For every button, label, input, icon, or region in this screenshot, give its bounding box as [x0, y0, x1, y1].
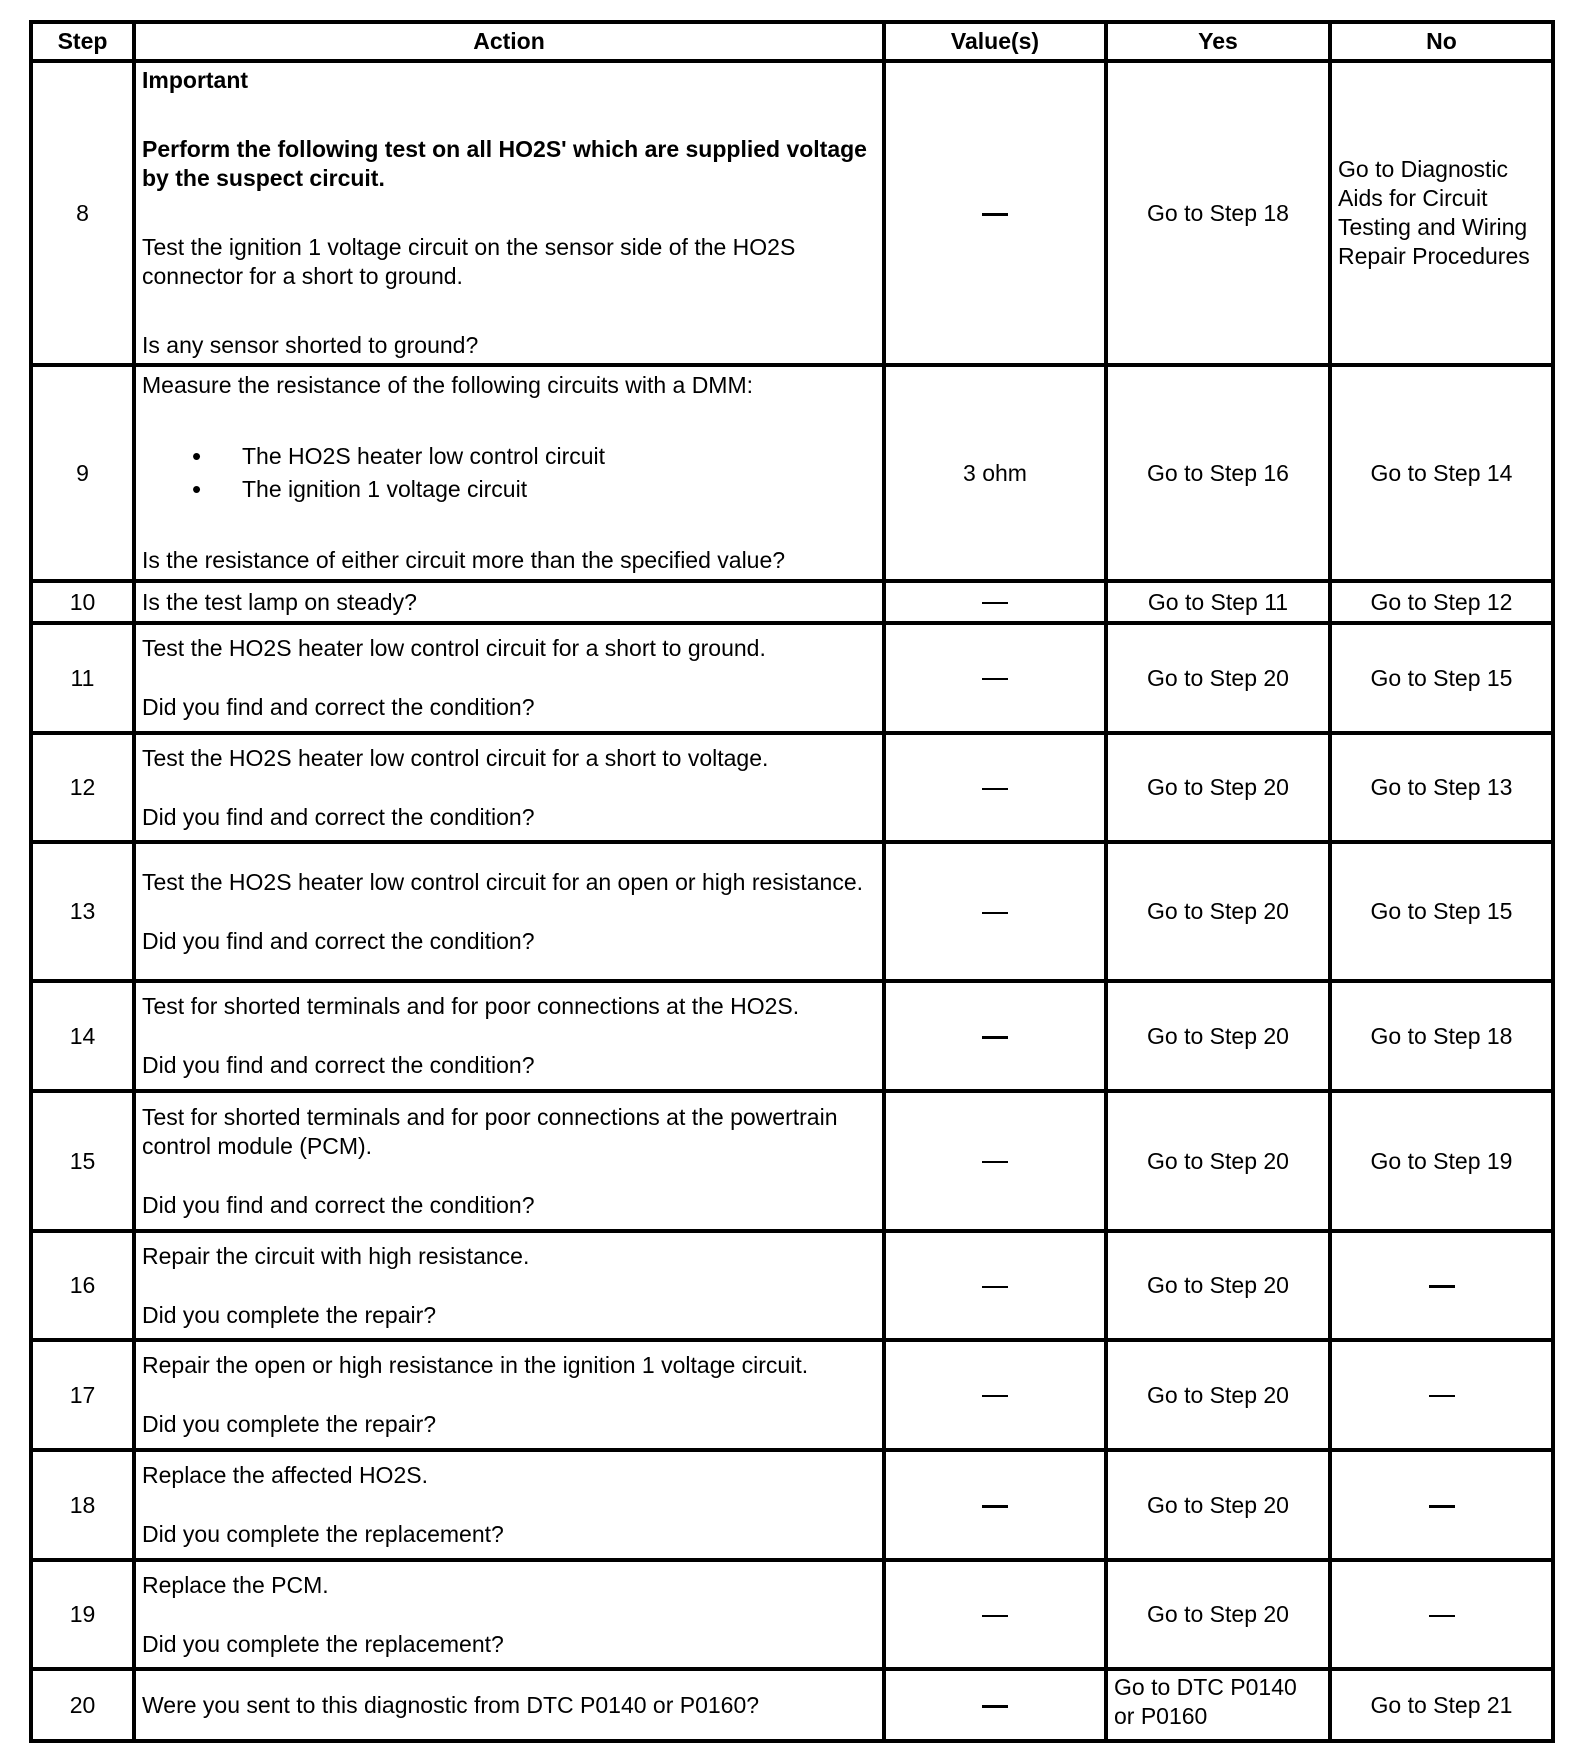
- bullet-list: [142, 440, 876, 506]
- no-cell: Go to Step 18: [1330, 981, 1553, 1091]
- value-cell: 3 ohm: [884, 365, 1106, 581]
- step-number: 15: [31, 1091, 134, 1231]
- yes-cell: Go to Step 20: [1106, 1450, 1330, 1560]
- important-text: Perform the following test on all HO2S' which are supplied voltage by the suspect circuit.: [142, 136, 867, 191]
- table-row: [31, 733, 1553, 842]
- table-row: [31, 1231, 1553, 1340]
- step-number: 12: [31, 733, 134, 842]
- question-text: Did you complete the replacement?: [142, 1630, 504, 1657]
- value-cell: [884, 61, 1106, 365]
- no-cell: Go to Step 13: [1330, 733, 1553, 842]
- table-row: [31, 61, 1553, 365]
- no-cell: [1330, 1340, 1553, 1450]
- yes-cell: Go to DTC P0140 or P0160: [1106, 1669, 1330, 1741]
- dash-icon: [1429, 1615, 1455, 1617]
- dash-icon: [982, 213, 1008, 216]
- table-row: [31, 623, 1553, 733]
- value-cell: [884, 1560, 1106, 1669]
- step-number: 8: [31, 61, 134, 365]
- table-row: [31, 1091, 1553, 1231]
- instruction-text: Test for shorted terminals and for poor connections at the HO2S.: [142, 993, 800, 1019]
- instruction-text: Repair the circuit with high resistance.: [142, 1242, 530, 1269]
- question-text: Is the test lamp on steady?: [142, 588, 417, 615]
- value-cell: [884, 1231, 1106, 1340]
- question-text: Did you find and correct the condition?: [142, 694, 535, 720]
- important-label: Important: [142, 67, 249, 93]
- value-cell: [884, 1669, 1106, 1741]
- value-cell: [884, 1450, 1106, 1560]
- table-row: [31, 1450, 1553, 1560]
- instruction-text: Test the HO2S heater low control circuit for a short to voltage.: [142, 744, 769, 771]
- step-number: 16: [31, 1231, 134, 1340]
- question-text: Were you sent to this diagnostic from DTC P0140 or P0160?: [142, 1691, 760, 1718]
- question-text: Did you find and correct the condition?: [142, 927, 535, 954]
- instruction-text: Replace the affected HO2S.: [142, 1462, 428, 1488]
- instruction-text: Measure the resistance of the following circuits with a DMM:: [142, 372, 754, 398]
- table-row: [31, 1340, 1553, 1450]
- no-cell: Go to Step 21: [1330, 1669, 1553, 1741]
- step-number: 14: [31, 981, 134, 1091]
- instruction-text: Replace the PCM.: [142, 1571, 329, 1598]
- dash-icon: [982, 1615, 1008, 1617]
- value-cell: [884, 1340, 1106, 1450]
- value-cell: [884, 842, 1106, 981]
- dash-icon: [982, 912, 1008, 914]
- diagnostic-table: [29, 20, 1555, 1743]
- action-cell: [134, 1560, 884, 1669]
- value-cell: [884, 623, 1106, 733]
- yes-cell: Go to Step 18: [1106, 61, 1330, 365]
- action-cell: [134, 1669, 884, 1741]
- instruction-text: Test the ignition 1 voltage circuit on the sensor side of the HO2S connector for a short to ground.: [142, 234, 796, 289]
- header-no: No: [1330, 22, 1553, 61]
- table-row: [31, 1669, 1553, 1741]
- question-text: Did you find and correct the condition?: [142, 1052, 535, 1078]
- action-cell: [134, 1340, 884, 1450]
- header-step: Step: [31, 22, 134, 61]
- table-row: [31, 981, 1553, 1091]
- value-cell: [884, 981, 1106, 1091]
- header-row: [31, 22, 1553, 61]
- step-number: 18: [31, 1450, 134, 1560]
- action-cell: [134, 365, 884, 581]
- no-cell: Go to Step 12: [1330, 581, 1553, 623]
- dash-icon: [1429, 1395, 1455, 1397]
- step-number: 17: [31, 1340, 134, 1450]
- action-cell: [134, 61, 884, 365]
- dash-icon: [982, 788, 1008, 790]
- dash-icon: [982, 678, 1008, 680]
- question-text: Is the resistance of either circuit more than the specified value?: [142, 547, 786, 573]
- instruction-text: Test for shorted terminals and for poor connections at the powertrain control module (PCM).: [142, 1103, 838, 1159]
- bullet-item: • The ignition 1 voltage circuit: [242, 473, 876, 506]
- yes-cell: Go to Step 20: [1106, 842, 1330, 981]
- dash-icon: [982, 1395, 1008, 1397]
- action-cell: [134, 581, 884, 623]
- dash-icon: [982, 1705, 1008, 1708]
- table-row: [31, 842, 1553, 981]
- table-row: [31, 365, 1553, 581]
- question-text: Is any sensor shorted to ground?: [142, 332, 479, 358]
- dash-icon: [982, 1161, 1008, 1163]
- action-cell: [134, 733, 884, 842]
- no-cell: Go to Step 15: [1330, 842, 1553, 981]
- no-cell: Go to Step 14: [1330, 365, 1553, 581]
- dash-icon: [982, 1036, 1008, 1039]
- step-number: 9: [31, 365, 134, 581]
- dash-icon: [1429, 1505, 1455, 1508]
- header-values: Value(s): [884, 22, 1106, 61]
- no-cell: [1330, 1560, 1553, 1669]
- action-cell: [134, 1231, 884, 1340]
- no-cell: Go to Step 19: [1330, 1091, 1553, 1231]
- yes-cell: Go to Step 20: [1106, 623, 1330, 733]
- yes-cell: Go to Step 20: [1106, 1231, 1330, 1340]
- instruction-text: Test the HO2S heater low control circuit for a short to ground.: [142, 635, 766, 661]
- action-cell: [134, 1091, 884, 1231]
- instruction-text: Test the HO2S heater low control circuit for an open or high resistance.: [142, 868, 864, 895]
- step-number: 20: [31, 1669, 134, 1741]
- step-number: 11: [31, 623, 134, 733]
- step-number: 19: [31, 1560, 134, 1669]
- value-cell: [884, 1091, 1106, 1231]
- yes-cell: Go to Step 20: [1106, 981, 1330, 1091]
- no-cell: [1330, 1450, 1553, 1560]
- bullet-item: • The HO2S heater low control circuit: [242, 440, 876, 473]
- question-text: Did you find and correct the condition?: [142, 803, 535, 830]
- value-cell: [884, 733, 1106, 842]
- yes-cell: Go to Step 16: [1106, 365, 1330, 581]
- action-cell: [134, 1450, 884, 1560]
- dash-icon: [982, 602, 1008, 604]
- dash-icon: [982, 1505, 1008, 1508]
- question-text: Did you complete the repair?: [142, 1411, 437, 1437]
- header-action: Action: [134, 22, 884, 61]
- step-number: 13: [31, 842, 134, 981]
- question-text: Did you complete the repair?: [142, 1301, 437, 1328]
- no-cell: Go to Diagnostic Aids for Circuit Testing and Wiring Repair Procedures: [1330, 61, 1553, 365]
- step-number: 10: [31, 581, 134, 623]
- yes-cell: Go to Step 20: [1106, 1560, 1330, 1669]
- question-text: Did you find and correct the condition?: [142, 1191, 535, 1218]
- instruction-text: Repair the open or high resistance in the ignition 1 voltage circuit.: [142, 1352, 809, 1378]
- action-cell: [134, 981, 884, 1091]
- action-cell: [134, 842, 884, 981]
- yes-cell: Go to Step 20: [1106, 1340, 1330, 1450]
- dash-icon: [982, 1286, 1008, 1288]
- header-yes: Yes: [1106, 22, 1330, 61]
- no-cell: [1330, 1231, 1553, 1340]
- yes-cell: Go to Step 20: [1106, 733, 1330, 842]
- table-row: [31, 581, 1553, 623]
- value-cell: [884, 581, 1106, 623]
- dash-icon: [1429, 1285, 1455, 1288]
- question-text: Did you complete the replacement?: [142, 1521, 504, 1547]
- yes-cell: Go to Step 20: [1106, 1091, 1330, 1231]
- no-cell: Go to Step 15: [1330, 623, 1553, 733]
- action-cell: [134, 623, 884, 733]
- table-row: [31, 1560, 1553, 1669]
- yes-cell: Go to Step 11: [1106, 581, 1330, 623]
